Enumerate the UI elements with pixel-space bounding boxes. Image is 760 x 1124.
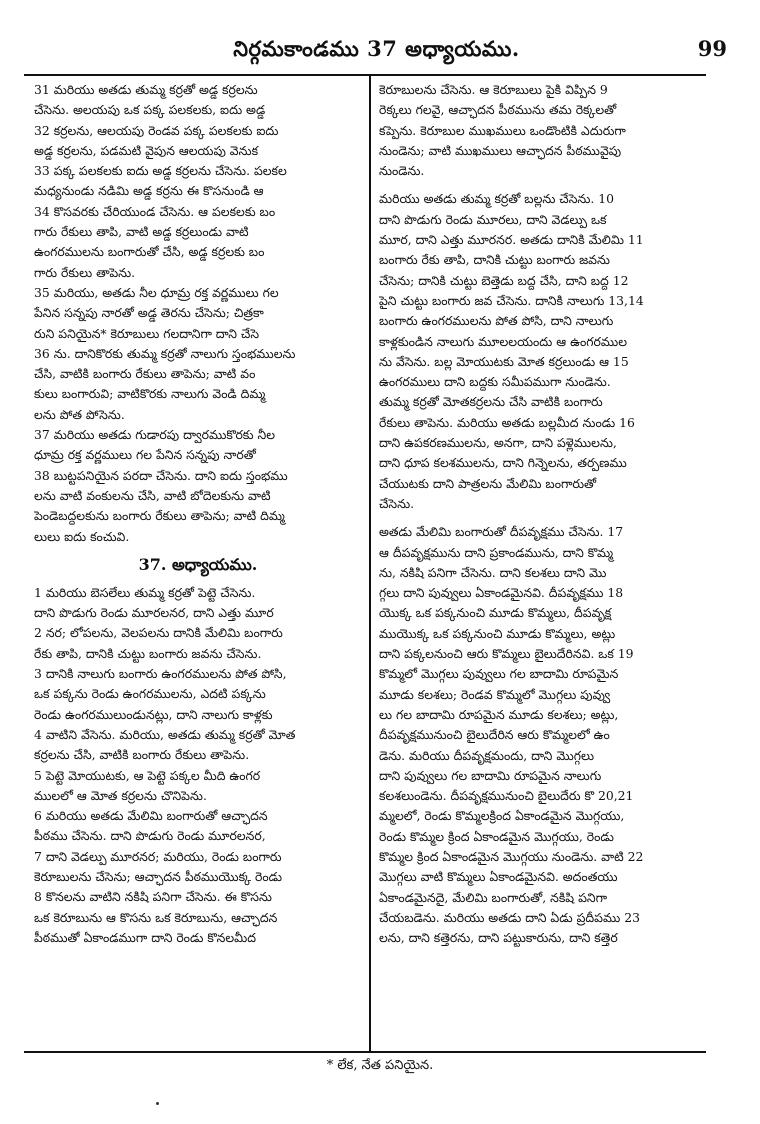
text-line: ఒక కెరూబును ఆ కొసను ఒక కెరూబును, ఆచ్ఛాదన — [34, 909, 278, 925]
text-line: ఒక పక్కను రెండు ఉంగరములను, ఎదటి పక్కను — [34, 686, 266, 702]
right-text-block — [379, 80, 709, 181]
text-line: ను, నకిషి పనిగా చేసెను. దాని కలశలు దాని మొ — [379, 564, 607, 580]
text-line: లను, దాని కత్తెరను, దాని పట్టుకారును, దాని కత్తెర — [379, 930, 618, 946]
text-line: బంగారు ఉంగరములను పోత పోసి, దాని నాలుగు — [379, 313, 614, 329]
text-line: గారు రేకులు తాపి, వాటి అడ్డ కర్రలుండు వాటి — [34, 224, 249, 240]
text-line: చేసి, వాటికి బంగారు రేకులు తాపెను; వాటి వం — [34, 366, 256, 382]
text-line: 32 కర్రలను, ఆలయపు రెండవ పక్క పలకలకు ఐదు — [34, 122, 279, 138]
text-line: ధూమ్ర రక్త వర్ణములు గల పేనిన సన్నపు నారతో — [34, 447, 256, 463]
text-line: గ్గలు దాని పువ్వులు ఏకాండమైనవి. దీపవృక్షము 18 — [379, 585, 624, 601]
text-line: మూర, దాని ఎత్తు మూరనర. అతడు దానికి మేలిమి 11 — [379, 232, 644, 248]
right-column — [379, 80, 709, 948]
text-line: పైని చుట్టు బంగారు జవ చేసెను. దానికి నాలుగు 13,14 — [379, 292, 644, 308]
text-line: బంగారు రేకు తాపి, దానికి చుట్టు బంగారు జవను — [379, 252, 610, 268]
text-line: ఉంగరములను బంగారుతో చేసి, అడ్డ కర్రలకు బం — [34, 244, 265, 260]
text-line: కప్పెను. కెరూబుల ముఖములు ఒండొంటికి ఎదురుగా — [379, 122, 626, 138]
text-line: లను పోత పోసెను. — [34, 406, 125, 422]
text-line: 33 పక్క పలకలకు ఐదు అడ్డ కర్రలను చేసెను. పలకల — [34, 163, 287, 179]
text-line: కులు బంగారువి; వాటికొరకు నాలుగు వెండి దిమ్మ — [34, 386, 266, 402]
text-line: పీఠము చేసెను. దాని పొడుగు రెండు మూరలనర, — [34, 828, 266, 844]
left-column — [34, 80, 362, 948]
footnote-rule — [24, 1051, 706, 1053]
text-line: గారు రేకులు తాపెను. — [34, 264, 136, 280]
text-line: ముయొక్క ఒక పక్కనుంచి మూడు కొమ్మలు, అట్లు — [379, 625, 616, 641]
text-line: రుని పనియైన* కెరూబులు గలదానిగా దాని చేసె — [34, 325, 260, 341]
text-line: కొమ్మలో మొగ్గలు పువ్వులు గల బాదామి రూపమైన — [379, 666, 619, 682]
text-line: దాని పువ్వులు గల బాదామి రూపమైన నాలుగు — [379, 767, 602, 783]
text-line: చేయబడెను. మరియు అతడు దాని ఏడు ప్రదీపము 23 — [379, 909, 641, 925]
text-line: రేకు తాపి, దానికి చుట్టు బంగారు జవను చేసెను. — [34, 645, 262, 661]
text-line: దాని పొడుగు రెండు మూరలు, దాని వెడల్పు ఒక — [379, 211, 607, 227]
text-line: 5 పెట్టె మోయుటకు, ఆ పెట్టె పక్కల మీది ఉంగర — [34, 767, 261, 783]
text-line: దాని ధూప కలశములను, దాని గిన్నెలను, తర్పణము — [379, 455, 627, 471]
text-line: కెరూబులను చేసెను; ఆచ్ఛాదన పీఠముయొక్క రెండు — [34, 868, 283, 884]
text-line: ములలో ఆ మోత కర్రలను చొనిపెను. — [34, 787, 207, 803]
text-line: 38 బుట్టపనియైన పరదా చేసెను. దాని ఐదు స్తంభము — [34, 467, 288, 483]
print-speck — [156, 1102, 159, 1105]
text-line: 3 దానికి నాలుగు బంగారు ఉంగరములను పోత పోసి, — [34, 666, 287, 682]
text-line: 1 మరియు బెసలేలు తుమ్మ కర్రతో పెట్టె చేసెను. — [34, 584, 256, 600]
text-line: లులు ఐదు కంచువి. — [34, 528, 130, 544]
chapter-heading: 37. అధ్యాయము. — [138, 554, 258, 574]
text-line: మ్మలలో, రెండు కొమ్మలక్రింద ఏకాండమైన మొగ్గయు, — [379, 808, 625, 824]
text-line: 4 వాటిని వేసెను. మరియు, అతడు తుమ్మ కర్రతో మోత — [34, 726, 296, 742]
text-line: 34 కొసవరకు చేరియుండ చేసెను. ఆ పలకలకు బం — [34, 203, 276, 219]
text-line: రెండు ఉంగరములుండునట్లు, దాని నాలుగు కాళ్లకు — [34, 706, 273, 722]
text-line: నుండెను. — [379, 163, 425, 179]
text-line: ఏకాండమైనదై, మేలిమి బంగారుతో, నకిషి పనిగా — [379, 889, 607, 905]
text-line: 37 మరియు అతడు గుడారపు ద్వారముకొరకు నీల — [34, 427, 275, 443]
text-line: లను వాటి వంకులను చేసి, వాటి బోదెలకును వాటి — [34, 487, 271, 503]
text-line: తుమ్మ కర్రతో మోతకర్రలను చేసి వాటికి బంగారు — [379, 394, 603, 410]
text-line: 6 మరియు అతడు మేలిమి బంగారుతో ఆచ్ఛాదన — [34, 808, 268, 824]
text-line: చేసెను. — [379, 495, 415, 511]
right-text-block — [379, 522, 709, 948]
text-line: దాని ఉపకరణములను, అనగా, దాని పళ్లెములను, — [379, 435, 617, 451]
text-line: 8 కొనలను వాటిని నకిషి పనిగా చేసెను. ఈ కొసను — [34, 889, 272, 905]
text-line: పేనిన సన్నపు నారతో అడ్డ తెరను చేసెను; చిత్రకా — [34, 305, 264, 321]
text-line: పీఠముతో ఏకాండముగా దాని రెండు కొనలమీద — [34, 929, 256, 945]
text-line: కర్రలను చేసి, వాటికి బంగారు రేకులు తాపెను. — [34, 747, 250, 763]
text-line: రెండు కొమ్మల క్రింద ఏకాండమైన మొగ్గయు, రెండు — [379, 828, 614, 844]
text-line: 35 మరియు, అతడు నీల ధూమ్ర రక్త వర్ణములు గల — [34, 284, 279, 300]
text-line: కొమ్మల క్రింద ఏకాండమైన మొగ్గయు నుండెను. వాటి 22 — [379, 848, 644, 864]
text-line: మధ్యనుండు నడిమి అడ్డ కర్రను ఈ కొసనుండి ఆ — [34, 183, 264, 199]
text-line: ఆ దీపవృక్షమును దాని ప్రకాండమును, దాని కొమ్మ — [379, 544, 614, 560]
left-text-block — [34, 80, 362, 547]
text-line: అడ్డ కర్రలను, పడమటి వైపున ఆలయపు వెనుక — [34, 142, 259, 158]
right-text-block — [379, 189, 709, 514]
text-line: మూడు కలశలు; రెండవ కొమ్మలో మొగ్గలు పువ్వు — [379, 686, 611, 702]
column-divider — [369, 74, 371, 1051]
text-line: మరియు అతడు తుమ్మ కర్రతో బల్లను చేసెను. 10 — [379, 191, 615, 207]
text-line: చేసెను; దానికి చుట్టు బెత్తెడు బద్ద చేసి, దాని బద్ద 12 — [379, 272, 629, 288]
page-header — [24, 30, 729, 74]
text-line: 7 దాని వెడల్పు మూరనర; మరియు, రెండు బంగారు — [34, 848, 282, 864]
text-line: యొక్క ఒక పక్కనుంచి మూడు కొమ్మలు, దీపవృక్ష — [379, 605, 612, 621]
text-line: చేసెను. అలయపు ఒక పక్క పలకలకు, ఐదు అడ్డ — [34, 102, 266, 118]
text-line: మొగ్గలు వాటి కొమ్మలు ఏకాండమైనవి. అదంతయు — [379, 869, 618, 885]
text-line: కలశలుండెను. దీపవృక్షమునుంచి బైలుదేరు కొ 20,21 — [379, 788, 634, 804]
text-line: రేకులు తాపెను. మరియు అతడు బల్లమీద నుండు 16 — [379, 414, 635, 430]
text-line: నుండెను; వాటి ముఖములు ఆచ్ఛాదన పీఠమువైపు — [379, 142, 622, 158]
running-title: నిర్గమకాండము 37 అధ్యాయము. — [233, 36, 520, 61]
text-line: అతడు మేలిమి బంగారుతో దీపవృక్షము చేసెను. 17 — [379, 524, 624, 540]
text-line: 31 మరియు అతడు తుమ్మ కర్రతో అడ్డ కర్రలను — [34, 82, 258, 97]
text-line: దాని పక్కలనుంచి ఆరు కొమ్మలు బైలుదేరినవి. ఒక 19 — [379, 646, 634, 662]
text-line: దాని పొడుగు రెండు మూరలనర, దాని ఎత్తు మూర — [34, 605, 274, 621]
page-number: 99 — [697, 36, 727, 61]
footnote: * లేక, నేత పనియైన. — [326, 1058, 434, 1073]
text-line: చేయుటకు దాని పాత్రలను మేలిమి బంగారుతో — [379, 475, 597, 491]
left-text-block — [34, 583, 362, 948]
text-line: పెండెబద్దలకును బంగారు రేకులు తాపెను; వాటి దిమ్మ — [34, 508, 285, 524]
text-line: లు గల బాదామి రూపమైన మూడు కలశలు; అట్లు, — [379, 706, 619, 722]
text-line: రెక్కలు గలవై, ఆచ్ఛాదన పీఠమును తమ రెక్కలతో — [379, 102, 617, 118]
text-line: 2 నర; లోపలను, వెలపలను దానికి మేలిమి బంగారు — [34, 625, 283, 641]
text-line: డెను. మరియు దీపవృక్షమందు, దాని మొగ్గలు — [379, 747, 595, 763]
text-line: ను వేసెను. బల్ల మోయుటకు మోత కర్రలుండు ఆ 15 — [379, 353, 629, 369]
text-line: కాళ్లకుండిన నాలుగు మూలలయందు ఆ ఉంగరముల — [379, 333, 628, 349]
text-line: 36 ను. దానికొరకు తుమ్మ కర్రతో నాలుగు స్తంభములను — [34, 345, 296, 361]
paragraph-gap — [379, 181, 709, 189]
paragraph-gap — [379, 514, 709, 522]
header-rule — [24, 74, 706, 76]
text-line: ఉంగరములు దాని బద్దకు సమీపముగా నుండెను. — [379, 374, 611, 390]
text-line: దీపవృక్షమునుంచి బైలుదేరిన ఆరు కొమ్మలలో ఉం — [379, 727, 610, 743]
text-line: కెరూబులను చేసెను. ఆ కెరూబులు పైకి విప్పిన 9 — [379, 82, 608, 97]
